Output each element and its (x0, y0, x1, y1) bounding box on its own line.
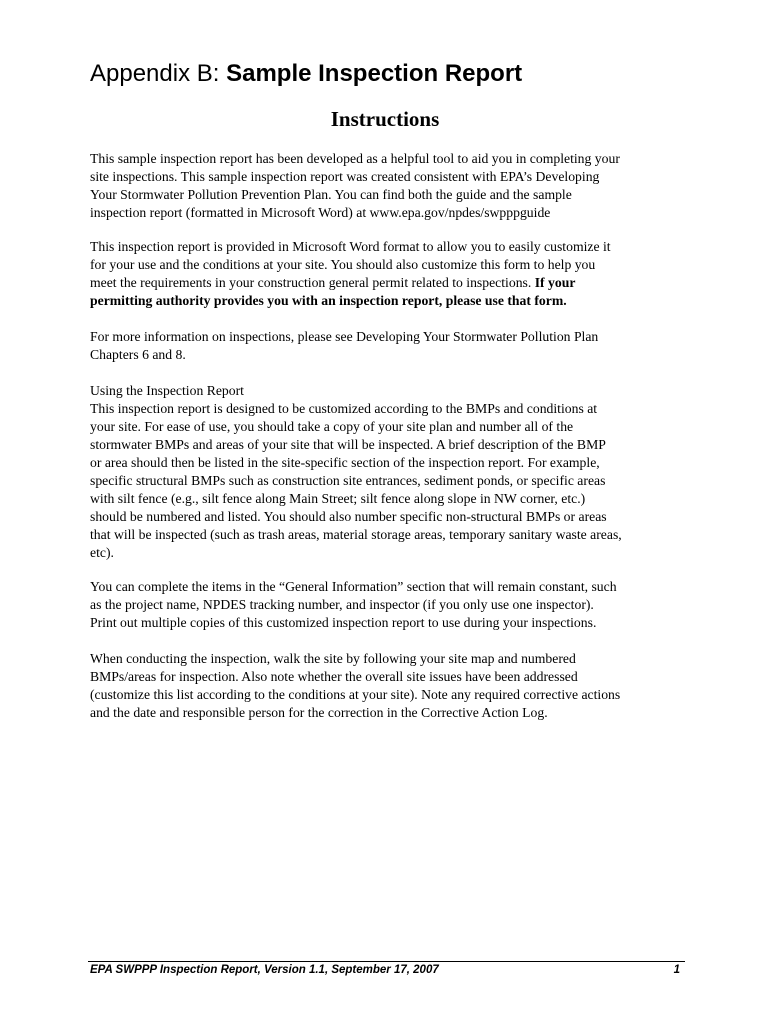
paragraph-line: that will be inspected (such as trash areas, material storage areas, temporary sanitary waste areas, (90, 527, 622, 542)
paragraph-general-info (90, 578, 690, 632)
paragraph-line: (customize this list according to the conditions at your site). Note any required corrective actions (90, 687, 621, 702)
instructions-heading: Instructions (330, 107, 440, 131)
paragraph-line: and the date and responsible person for the correction in the Corrective Action Log. (90, 705, 548, 720)
paragraph-word-format (90, 238, 690, 310)
paragraph-line: for your use and the conditions at your site. You should also customize this form to help you (90, 257, 596, 272)
paragraph-line: stormwater BMPs and areas of your site that will be inspected. A brief description of the BMP (90, 437, 606, 452)
paragraph-line: This inspection report is designed to be customized according to the BMPs and conditions at (90, 401, 598, 416)
permitting-authority-note-start: If your (534, 275, 576, 290)
appendix-title (90, 57, 522, 91)
paragraph-line: with silt fence (e.g., silt fence along Main Street; silt fence along slope in NW corner, etc.) (90, 491, 586, 506)
paragraph-line: as the project name, NPDES tracking number, and inspector (if you only use one inspector). (90, 597, 594, 612)
paragraph-line: This sample inspection report has been developed as a helpful tool to aid you in completing your (90, 151, 620, 166)
paragraph-line: Your Stormwater Pollution Prevention Plan. You can find both the guide and the sample (90, 187, 572, 202)
appendix-title-prefix: Appendix B: (90, 60, 227, 87)
paragraph-line-text: meet the requirements in your construction general permit related to inspections. (90, 275, 535, 290)
paragraph-line: For more information on inspections, please see Developing Your Stormwater Pollution Plan (90, 329, 599, 344)
paragraph-using-report (90, 382, 690, 562)
paragraph-line: your site. For ease of use, you should take a copy of your site plan and number all of the (90, 419, 574, 434)
paragraph-line (90, 274, 690, 292)
paragraph-more-info (90, 328, 690, 364)
footer-text: EPA SWPPP Inspection Report, Version 1.1, September 17, 2007 (90, 964, 439, 976)
paragraph-line: specific structural BMPs such as construction site entrances, sediment ponds, or specific areas (90, 473, 606, 488)
page-number: 1 (673, 964, 680, 976)
paragraph-line: etc). (90, 545, 114, 560)
permitting-authority-note: permitting authority provides you with an inspection report, please use that form. (90, 293, 567, 308)
appendix-title-bold: Sample Inspection Report (226, 60, 523, 87)
paragraph-line: should be numbered and listed. You should also number specific non-structural BMPs or areas (90, 509, 607, 524)
paragraph-line: When conducting the inspection, walk the site by following your site map and numbered (90, 651, 576, 666)
subheading-using-report: Using the Inspection Report (90, 383, 244, 398)
paragraph-intro (90, 150, 690, 222)
paragraph-line: BMPs/areas for inspection. Also note whether the overall site issues have been addressed (90, 669, 578, 684)
paragraph-conducting-inspection (90, 650, 690, 722)
paragraph-line: Print out multiple copies of this customized inspection report to use during your inspections. (90, 615, 597, 630)
paragraph-line: inspection report (formatted in Microsoft Word) at www.epa.gov/npdes/swpppguide (90, 205, 551, 220)
paragraph-line (90, 292, 690, 310)
paragraph-line: You can complete the items in the “General Information” section that will remain constant, such (90, 579, 617, 594)
footer-divider (88, 961, 685, 962)
paragraph-line: This inspection report is provided in Microsoft Word format to allow you to easily customize it (90, 239, 611, 254)
paragraph-line: Chapters 6 and 8. (90, 347, 186, 362)
paragraph-line: site inspections. This sample inspection report was created consistent with EPA’s Developing (90, 169, 600, 184)
paragraph-line: or area should then be listed in the site-specific section of the inspection report. For example, (90, 455, 600, 470)
